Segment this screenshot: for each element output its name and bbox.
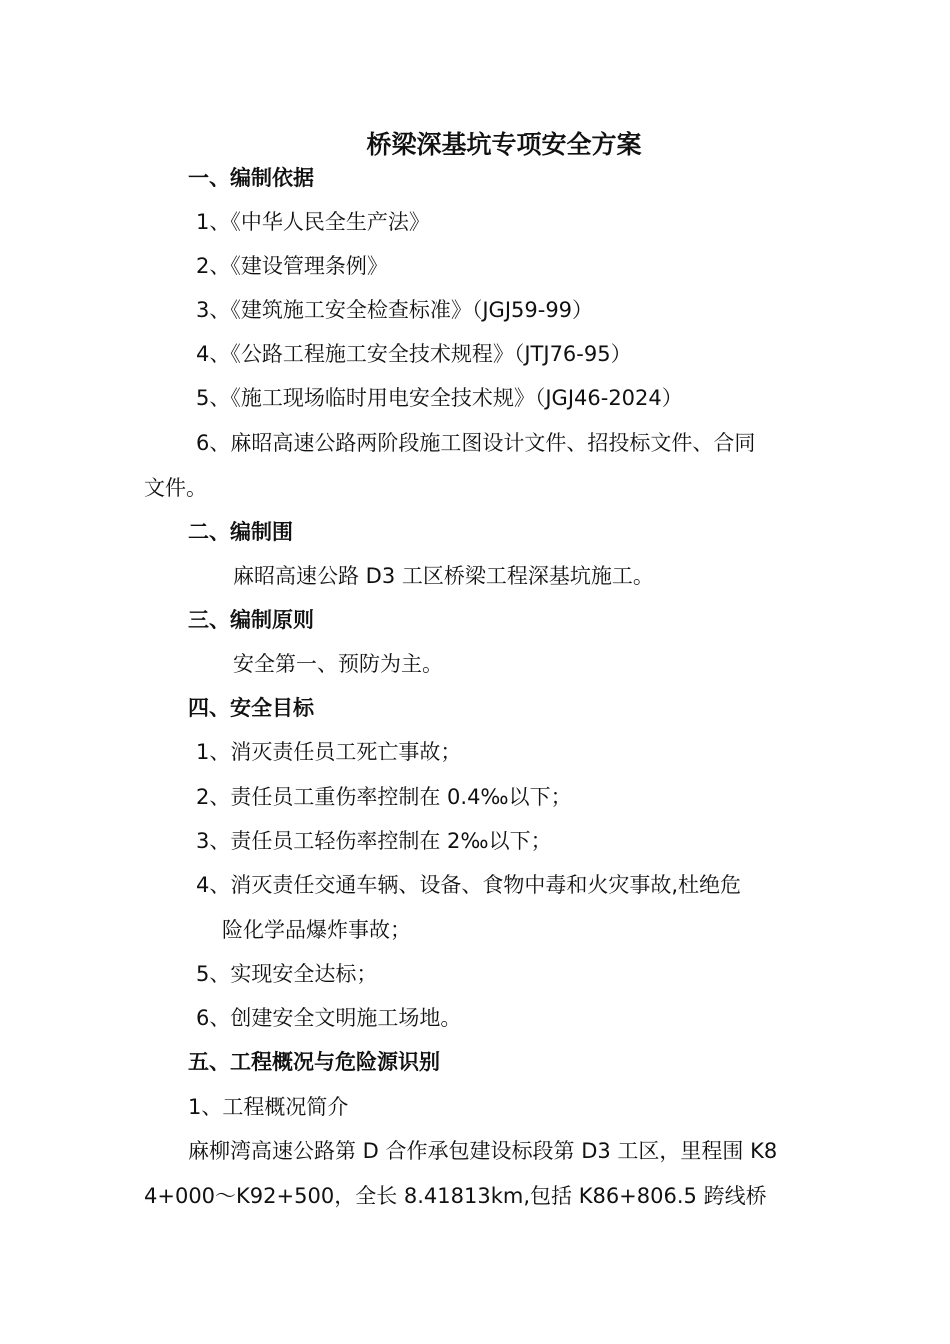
principle-text: 安全第一、预防为主。 xyxy=(233,652,443,676)
basis-item-4: 4、《公路工程施工安全技术规程》（JTJ76-95） xyxy=(196,342,632,366)
section-heading-scope: 二、编制围 xyxy=(188,520,293,544)
overview-paragraph-line-1: 麻柳湾高速公路第 D 合作承包建设标段第 D3 工区，里程围 K8 xyxy=(188,1139,778,1163)
overview-subheading: 1、工程概况简介 xyxy=(188,1095,349,1119)
section-heading-basis: 一、编制依据 xyxy=(188,166,314,190)
goal-item-3: 3、责任员工轻伤率控制在 2‰以下； xyxy=(196,829,552,853)
goal-item-6: 6、创建安全文明施工场地。 xyxy=(196,1006,462,1030)
basis-item-6-continued: 文件。 xyxy=(144,476,207,500)
section-heading-principle: 三、编制原则 xyxy=(188,608,314,632)
goal-item-2: 2、责任员工重伤率控制在 0.4‰以下； xyxy=(196,785,572,809)
section-heading-overview: 五、工程概况与危险源识别 xyxy=(188,1050,440,1074)
overview-paragraph-line-2: 4+000～K92+500，全长 8.41813km,包括 K86+806.5 跨线桥 xyxy=(144,1184,767,1208)
goal-item-4: 4、消灭责任交通车辆、设备、食物中毒和火灾事故,杜绝危 xyxy=(196,873,742,897)
goal-item-4-continued: 险化学品爆炸事故； xyxy=(222,918,411,942)
scope-text: 麻昭高速公路 D3 工区桥梁工程深基坑施工。 xyxy=(233,564,654,588)
section-heading-goals: 四、安全目标 xyxy=(188,696,314,720)
basis-item-3: 3、《建筑施工安全检查标准》（JGJ59-99） xyxy=(196,298,594,322)
document-title: 桥梁深基坑专项安全方案 xyxy=(366,130,642,159)
goal-item-1: 1、消灭责任员工死亡事故； xyxy=(196,740,462,764)
basis-item-6: 6、麻昭高速公路两阶段施工图设计文件、招投标文件、合同 xyxy=(196,431,756,455)
basis-item-5: 5、《施工现场临时用电安全技术规》（JGJ46-2024） xyxy=(196,386,683,410)
basis-item-2: 2、《建设管理条例》 xyxy=(196,254,388,278)
goal-item-5: 5、实现安全达标； xyxy=(196,962,378,986)
basis-item-1: 1、《中华人民全生产法》 xyxy=(196,210,430,234)
